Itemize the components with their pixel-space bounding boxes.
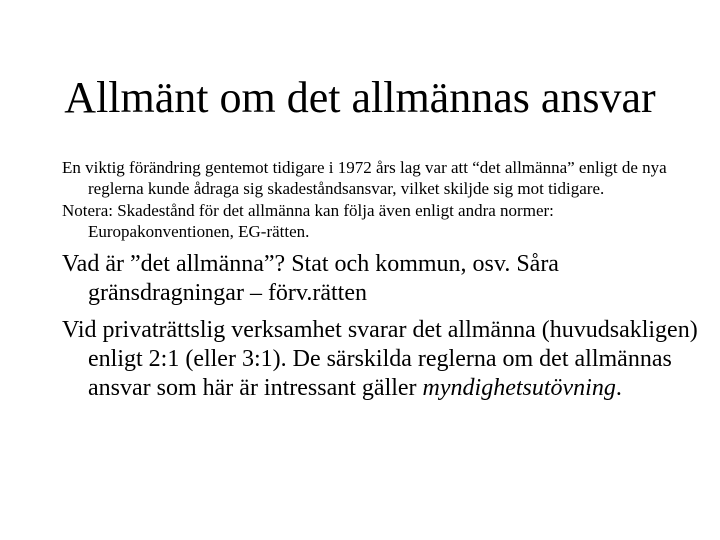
slide-title: Allmänt om det allmännas ansvar: [64, 73, 656, 122]
slide-body: [62, 157, 702, 403]
emphasis-myndighetsutovning: myndighetsutövning: [422, 375, 616, 401]
paragraph-private-law-text: Vid privaträttslig verksamhet svarar det allmänna (huvudsakligen) enligt 2:1 (eller 3:1). De särskilda reglerna om det allmännas ansvar som här är intressant gäller: [62, 317, 698, 401]
paragraph-private-law-tail: .: [615, 375, 622, 401]
paragraph-what-is-public: Vad är ”det allmänna”? Stat och kommun, osv. Såra gränsdragningar – förv.rätten: [62, 251, 559, 306]
paragraph-1970-change: En viktig förändring gentemot tidigare i 1972 års lag var att “det allmänna” enligt de nya reglerna kunde ådraga sig skadeståndsansvar, vilket skiljde sig mot tidigare.: [62, 158, 667, 198]
paragraph-private-law: [62, 316, 702, 403]
paragraph-note: Notera: Skadestånd för det allmänna kan följa även enligt andra normer: Europakonventionen, EG-rätten.: [62, 201, 554, 241]
